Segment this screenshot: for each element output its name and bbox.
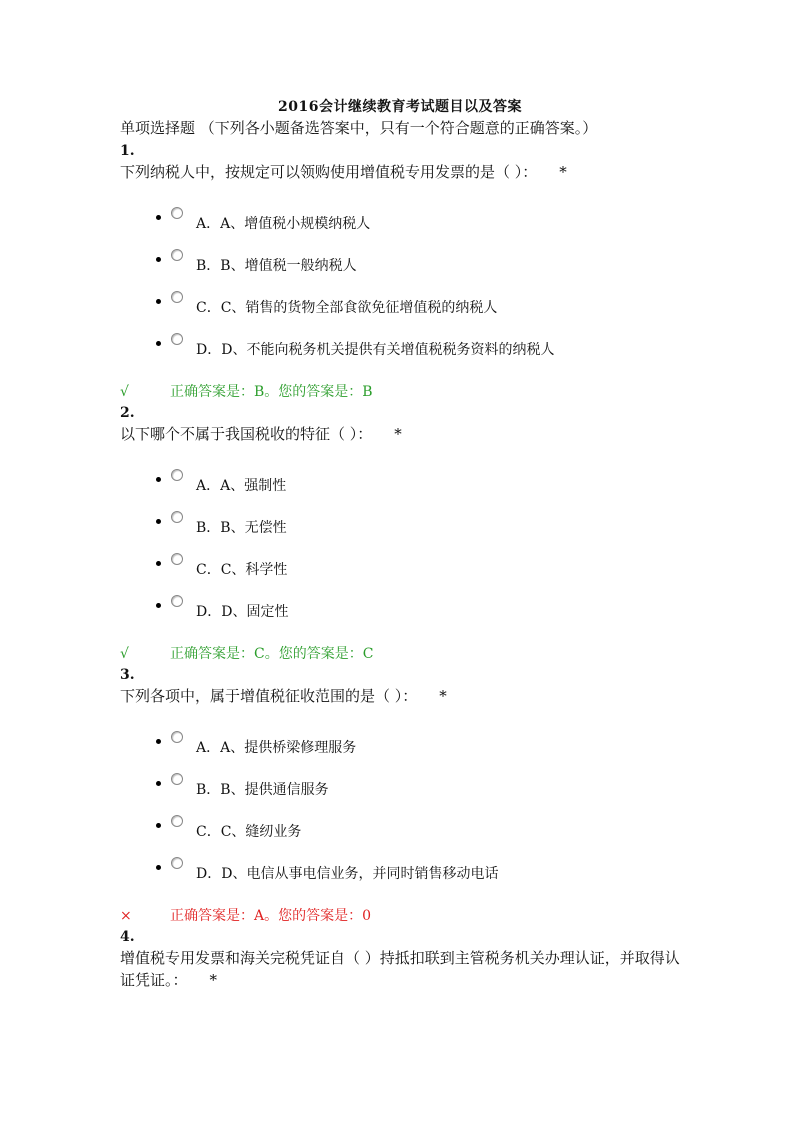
option-list <box>120 727 720 895</box>
option-label: D．D、不能向税务机关提供有关增值税税务资料的纳税人 <box>196 342 555 358</box>
option-label: C．C、缝纫业务 <box>196 824 302 840</box>
radio-button[interactable] <box>171 291 183 303</box>
option-item <box>156 591 720 633</box>
question-text <box>120 423 720 445</box>
question-block <box>120 665 720 927</box>
option-item <box>156 465 720 507</box>
option-item <box>156 727 720 769</box>
option-label: D．D、电信从事电信业务，并同时销售移动电话 <box>196 866 499 882</box>
answer-feedback-text: 正确答案是：C。您的答案是：C <box>170 646 374 662</box>
option-list <box>120 203 720 371</box>
bullet-icon <box>156 215 161 220</box>
option-item <box>156 811 720 853</box>
question-text <box>120 685 720 707</box>
option-item <box>156 287 720 329</box>
radio-button[interactable] <box>171 249 183 261</box>
option-label: B．B、增值税一般纳税人 <box>196 258 357 274</box>
question-number: 2. <box>120 405 135 421</box>
question-prompt: 以下哪个不属于我国税收的特征（ ）： <box>120 425 373 443</box>
radio-button[interactable] <box>171 333 183 345</box>
option-item <box>156 507 720 549</box>
exam-content <box>120 117 720 991</box>
radio-button[interactable] <box>171 595 183 607</box>
question-number: 1. <box>120 143 135 159</box>
bullet-icon <box>156 519 161 524</box>
option-item <box>156 329 720 371</box>
question-number: 3. <box>120 667 135 683</box>
option-item <box>156 203 720 245</box>
radio-button[interactable] <box>171 207 183 219</box>
radio-button[interactable] <box>171 773 183 785</box>
radio-button[interactable] <box>171 857 183 869</box>
correct-check-icon: √ <box>120 384 129 400</box>
wrong-cross-icon: × <box>120 908 132 924</box>
option-label: C．C、科学性 <box>196 562 288 578</box>
answer-feedback <box>120 905 720 927</box>
option-label: A．A、强制性 <box>196 478 287 494</box>
radio-button[interactable] <box>171 553 183 565</box>
bullet-icon <box>156 823 161 828</box>
answer-feedback <box>120 643 720 665</box>
bullet-icon <box>156 561 161 566</box>
question-text <box>120 947 680 991</box>
option-label: D．D、固定性 <box>196 604 289 620</box>
answer-feedback-text: 正确答案是：B。您的答案是：B <box>170 384 373 400</box>
option-label: A．A、增值税小规模纳税人 <box>196 216 371 232</box>
option-item <box>156 769 720 811</box>
bullet-icon <box>156 299 161 304</box>
question-text <box>120 161 720 183</box>
option-list <box>120 465 720 633</box>
bullet-icon <box>156 865 161 870</box>
question-prompt: 下列纳税人中，按规定可以领购使用增值税专用发票的是（ ）： <box>120 163 538 181</box>
radio-button[interactable] <box>171 731 183 743</box>
option-label: A．A、提供桥梁修理服务 <box>196 740 357 756</box>
option-label: C．C、销售的货物全部食欲免征增值税的纳税人 <box>196 300 498 316</box>
question-prompt: 增值税专用发票和海关完税凭证自（ ）持抵扣联到主管税务机关办理认证，并取得认证凭证。： <box>120 949 680 989</box>
radio-button[interactable] <box>171 815 183 827</box>
question-block <box>120 403 720 665</box>
required-asterisk: * <box>209 971 218 989</box>
option-label: B．B、无偿性 <box>196 520 287 536</box>
radio-button[interactable] <box>171 511 183 523</box>
bullet-icon <box>156 477 161 482</box>
answer-feedback-text: 正确答案是：A。您的答案是：0 <box>170 908 372 924</box>
required-asterisk: * <box>439 687 447 705</box>
bullet-icon <box>156 781 161 786</box>
page-title: 2016会计继续教育考试题目以及答案 <box>278 99 522 115</box>
question-block <box>120 141 720 403</box>
bullet-icon <box>156 739 161 744</box>
option-item <box>156 853 720 895</box>
option-label: B．B、提供通信服务 <box>196 782 329 798</box>
bullet-icon <box>156 341 161 346</box>
answer-feedback <box>120 381 720 403</box>
option-item <box>156 549 720 591</box>
bullet-icon <box>156 257 161 262</box>
question-number: 4. <box>120 929 135 945</box>
correct-check-icon: √ <box>120 646 129 662</box>
radio-button[interactable] <box>171 469 183 481</box>
section-heading: 单项选择题 （下列各小题备选答案中，只有一个符合题意的正确答案。） <box>120 119 598 137</box>
question-block <box>120 927 720 991</box>
bullet-icon <box>156 603 161 608</box>
option-item <box>156 245 720 287</box>
required-asterisk: * <box>394 425 402 443</box>
required-asterisk: * <box>559 163 567 181</box>
question-prompt: 下列各项中，属于增值税征收范围的是（ ）： <box>120 687 418 705</box>
